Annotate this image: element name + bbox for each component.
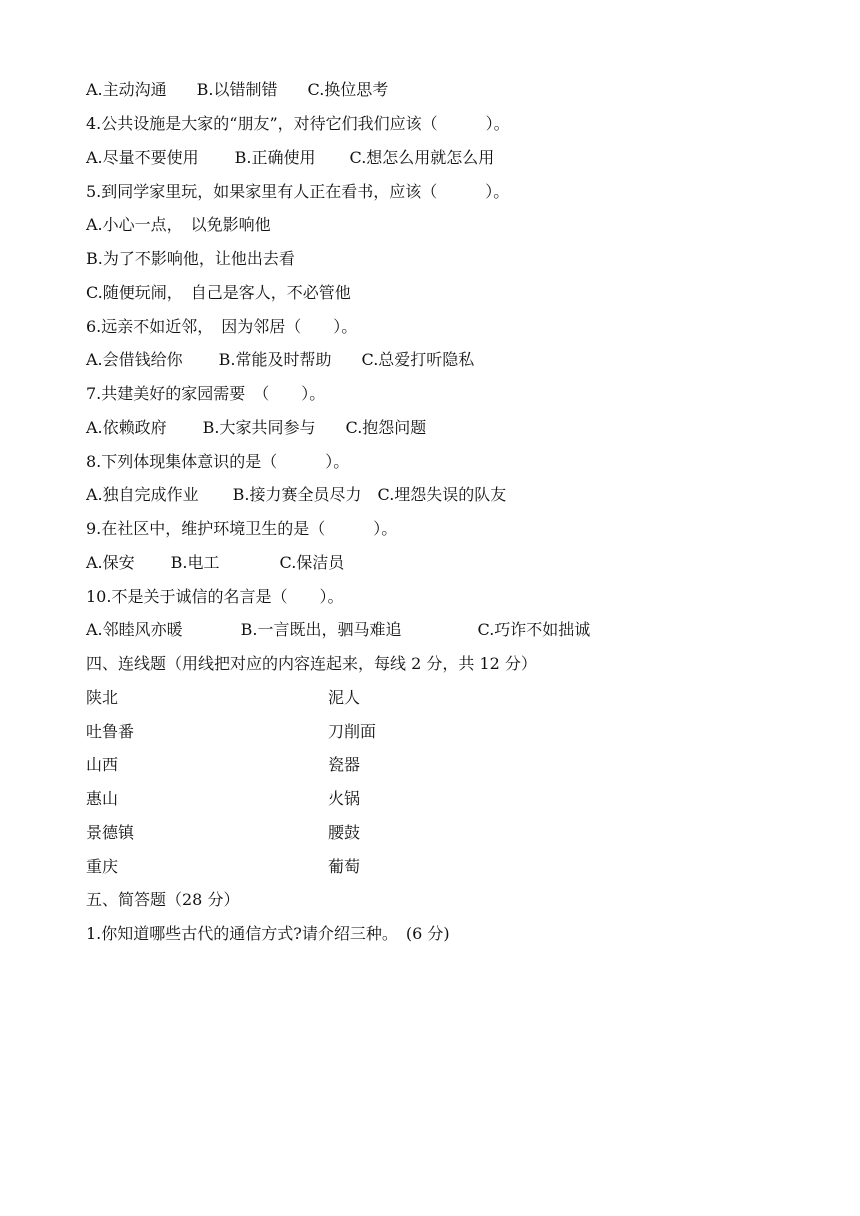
q4-option-c: C.想怎么用就怎么用 <box>349 148 495 167</box>
q9-option-c: C.保洁员 <box>279 553 345 572</box>
matching-left-item[interactable]: 景德镇 <box>86 823 135 842</box>
q9-stem: 9.在社区中，维护环境卫生的是（ ）。 <box>86 519 398 538</box>
q6-stem: 6.远亲不如近邻， 因为邻居（ ）。 <box>86 317 358 336</box>
q7-option-a: A.依赖政府 <box>86 418 167 437</box>
q7-option-c: C.抱怨问题 <box>345 418 427 437</box>
q4-option-a: A.尽量不要使用 <box>86 148 199 167</box>
q9-option-a: A.保安 <box>86 553 135 572</box>
matching-row <box>86 748 506 782</box>
q4-option-b: B.正确使用 <box>234 148 316 167</box>
q10-options <box>86 613 590 647</box>
matching-row <box>86 816 506 850</box>
matching-row <box>86 782 506 816</box>
matching-right-item[interactable]: 泥人 <box>328 688 361 707</box>
q8-option-c: C.埋怨失误的队友 <box>377 485 507 504</box>
matching-left-item[interactable]: 惠山 <box>86 789 119 808</box>
q3-options <box>86 73 388 107</box>
matching-right-item[interactable]: 火锅 <box>328 789 361 808</box>
q6-option-c: C.总爱打听隐私 <box>361 350 475 369</box>
matching-right-item[interactable]: 瓷器 <box>328 755 361 774</box>
q7-option-b: B.大家共同参与 <box>202 418 316 437</box>
matching-row <box>86 850 506 884</box>
matching-left-item[interactable]: 陕北 <box>86 688 119 707</box>
section5-q1: 1.你知道哪些古代的通信方式?请介绍三种。 (6 分) <box>86 924 450 943</box>
q8-options <box>86 478 506 512</box>
q5-option-c: C.随便玩闹， 自己是客人，不必管他 <box>86 283 351 302</box>
q4-options <box>86 141 494 175</box>
matching-left-item[interactable]: 重庆 <box>86 857 119 876</box>
q7-stem: 7.共建美好的家园需要 （ ）。 <box>86 384 326 403</box>
answer-area[interactable] <box>86 958 774 1178</box>
q10-option-b: B.一言既出，驷马难追 <box>240 620 402 639</box>
q8-stem: 8.下列体现集体意识的是（ ）。 <box>86 452 350 471</box>
q9-options <box>86 546 344 580</box>
matching-row <box>86 681 506 715</box>
q5-option-a: A.小心一点， 以免影响他 <box>86 215 271 234</box>
q6-options <box>86 343 474 377</box>
q10-stem: 10.不是关于诚信的名言是（ ）。 <box>86 587 344 606</box>
q6-option-b: B.常能及时帮助 <box>218 350 332 369</box>
matching-right-item[interactable]: 葡萄 <box>328 857 361 876</box>
section4-title: 四、连线题（用线把对应的内容连起来，每线 2 分，共 12 分） <box>86 654 537 673</box>
matching-right-item[interactable]: 刀削面 <box>328 722 377 741</box>
q7-options <box>86 411 426 445</box>
q3-option-b: B.以错制错 <box>196 80 278 99</box>
q8-option-a: A.独自完成作业 <box>86 485 199 504</box>
q4-stem: 4.公共设施是大家的“朋友”，对待它们我们应该（ ）。 <box>86 114 510 133</box>
matching-right-item[interactable]: 腰鼓 <box>328 823 361 842</box>
q9-option-b: B.电工 <box>170 553 220 572</box>
q10-option-a: A.邻睦风亦暖 <box>86 620 183 639</box>
q5-stem: 5.到同学家里玩，如果家里有人正在看书，应该（ ）。 <box>86 182 510 201</box>
matching-row <box>86 715 506 749</box>
q5-option-b: B.为了不影响他，让他出去看 <box>86 249 295 268</box>
matching-left-item[interactable]: 吐鲁番 <box>86 722 135 741</box>
q10-option-c: C.巧诈不如拙诚 <box>477 620 591 639</box>
section5-title: 五、简答题（28 分） <box>86 890 240 909</box>
q3-option-a: A.主动沟通 <box>86 80 167 99</box>
q8-option-b: B.接力赛全员尽力 <box>232 485 362 504</box>
matching-left-item[interactable]: 山西 <box>86 755 119 774</box>
q6-option-a: A.会借钱给你 <box>86 350 183 369</box>
q3-option-c: C.换位思考 <box>307 80 389 99</box>
